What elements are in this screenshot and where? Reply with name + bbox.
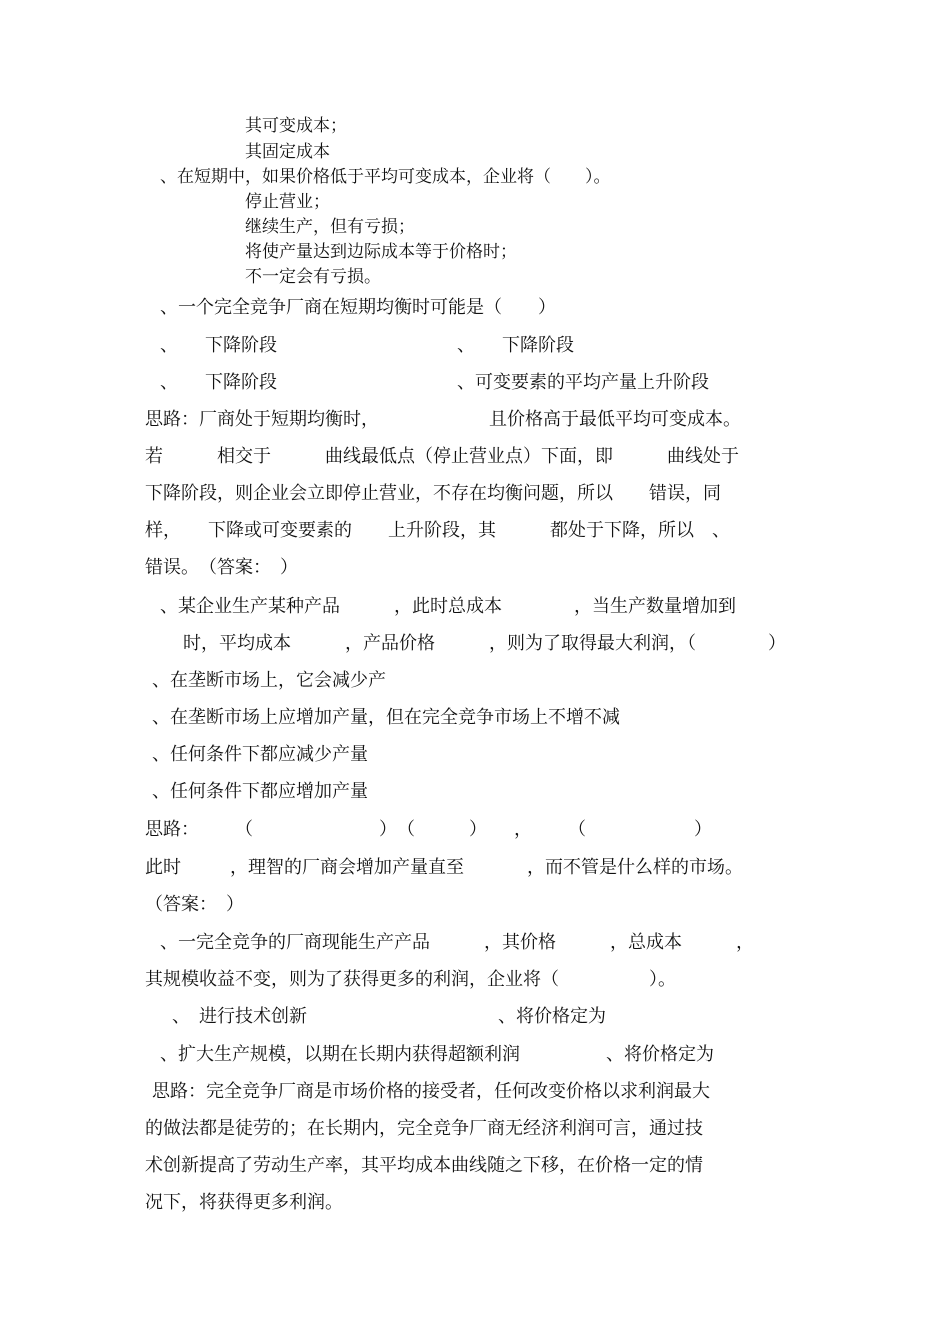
option-line: 继续生产，但有亏损； (245, 217, 415, 237)
question-line: 、一个完全竞争厂商在短期均衡时可能是（ ） (160, 297, 556, 318)
option-line: 、 下降阶段 (457, 335, 574, 356)
question-line: 、在短期中，如果价格低于平均可变成本，企业将（ ）。 (160, 167, 611, 187)
question-line: 、某企业生产某种产品 ，此时总成本 ，当生产数量增加到 (160, 596, 736, 617)
option-line: 其可变成本； (245, 116, 347, 136)
explanation-line: ，理智的厂商会增加产量直至 (230, 857, 464, 878)
option-line: 、将价格定为 (498, 1006, 606, 1027)
answer-line: （答案： ） (145, 894, 244, 915)
explanation-line: ，而不管是什么样的市场。 (527, 857, 743, 878)
explanation-line: 思路：完全竞争厂商是市场价格的接受者，任何改变价格以求利润最大 (152, 1081, 710, 1102)
explanation-line: 的做法都是徒劳的；在长期内，完全竞争厂商无经济利润可言，通过技 (145, 1118, 703, 1139)
option-line: 、任何条件下都应增加产量 (152, 781, 368, 802)
option-line: 、将价格定为 (606, 1044, 714, 1065)
explanation-line: 此时 (145, 857, 181, 878)
option-line: 停止营业； (245, 192, 330, 212)
explanation-line: 若 相交于 曲线最低点（停止营业点）下面，即 曲线处于 (145, 446, 739, 467)
option-line: 、在垄断市场上，它会减少产 (152, 670, 386, 691)
question-line: 时，平均成本 ，产品价格 ，则为了取得最大利润，（ ） (183, 633, 786, 654)
explanation-line: 思路： （ ） （ ） ， （ ） (145, 819, 712, 840)
option-line: 不一定会有亏损。 (245, 267, 381, 287)
option-line: 、 下降阶段 (160, 372, 277, 393)
option-line: 、在垄断市场上应增加产量，但在完全竞争市场上不增不减 (152, 707, 620, 728)
explanation-line: 况下，将获得更多利润。 (145, 1192, 343, 1213)
question-line: 其规模收益不变，则为了获得更多的利润，企业将（ ）。 (145, 969, 676, 990)
option-line: 、任何条件下都应减少产量 (152, 744, 368, 765)
answer-line: 错误。 （答案： ） (145, 557, 298, 578)
option-line: 、 进行技术创新 (172, 1006, 307, 1027)
option-line: 、扩大生产规模，以期在长期内获得超额利润 (160, 1044, 520, 1065)
option-line: 、可变要素的平均产量上升阶段 (457, 372, 709, 393)
explanation-line: 下降阶段，则企业会立即停止营业，不存在均衡问题，所以 错误，同 (145, 483, 721, 504)
option-line: 将使产量达到边际成本等于价格时； (245, 242, 517, 262)
option-line: 其固定成本 (245, 142, 330, 162)
explanation-line: 样， 下降或可变要素的 上升阶段，其 都处于下降，所以 、 (145, 520, 730, 541)
explanation-line: 思路：厂商处于短期均衡时， (145, 409, 379, 430)
question-line: 、一完全竞争的厂商现能生产产品 ，其价格 ，总成本 ， (160, 932, 754, 953)
explanation-line: 且价格高于最低平均可变成本。 (489, 409, 741, 430)
explanation-line: 术创新提高了劳动生产率，其平均成本曲线随之下移，在价格一定的情 (145, 1155, 703, 1176)
option-line: 、 下降阶段 (160, 335, 277, 356)
